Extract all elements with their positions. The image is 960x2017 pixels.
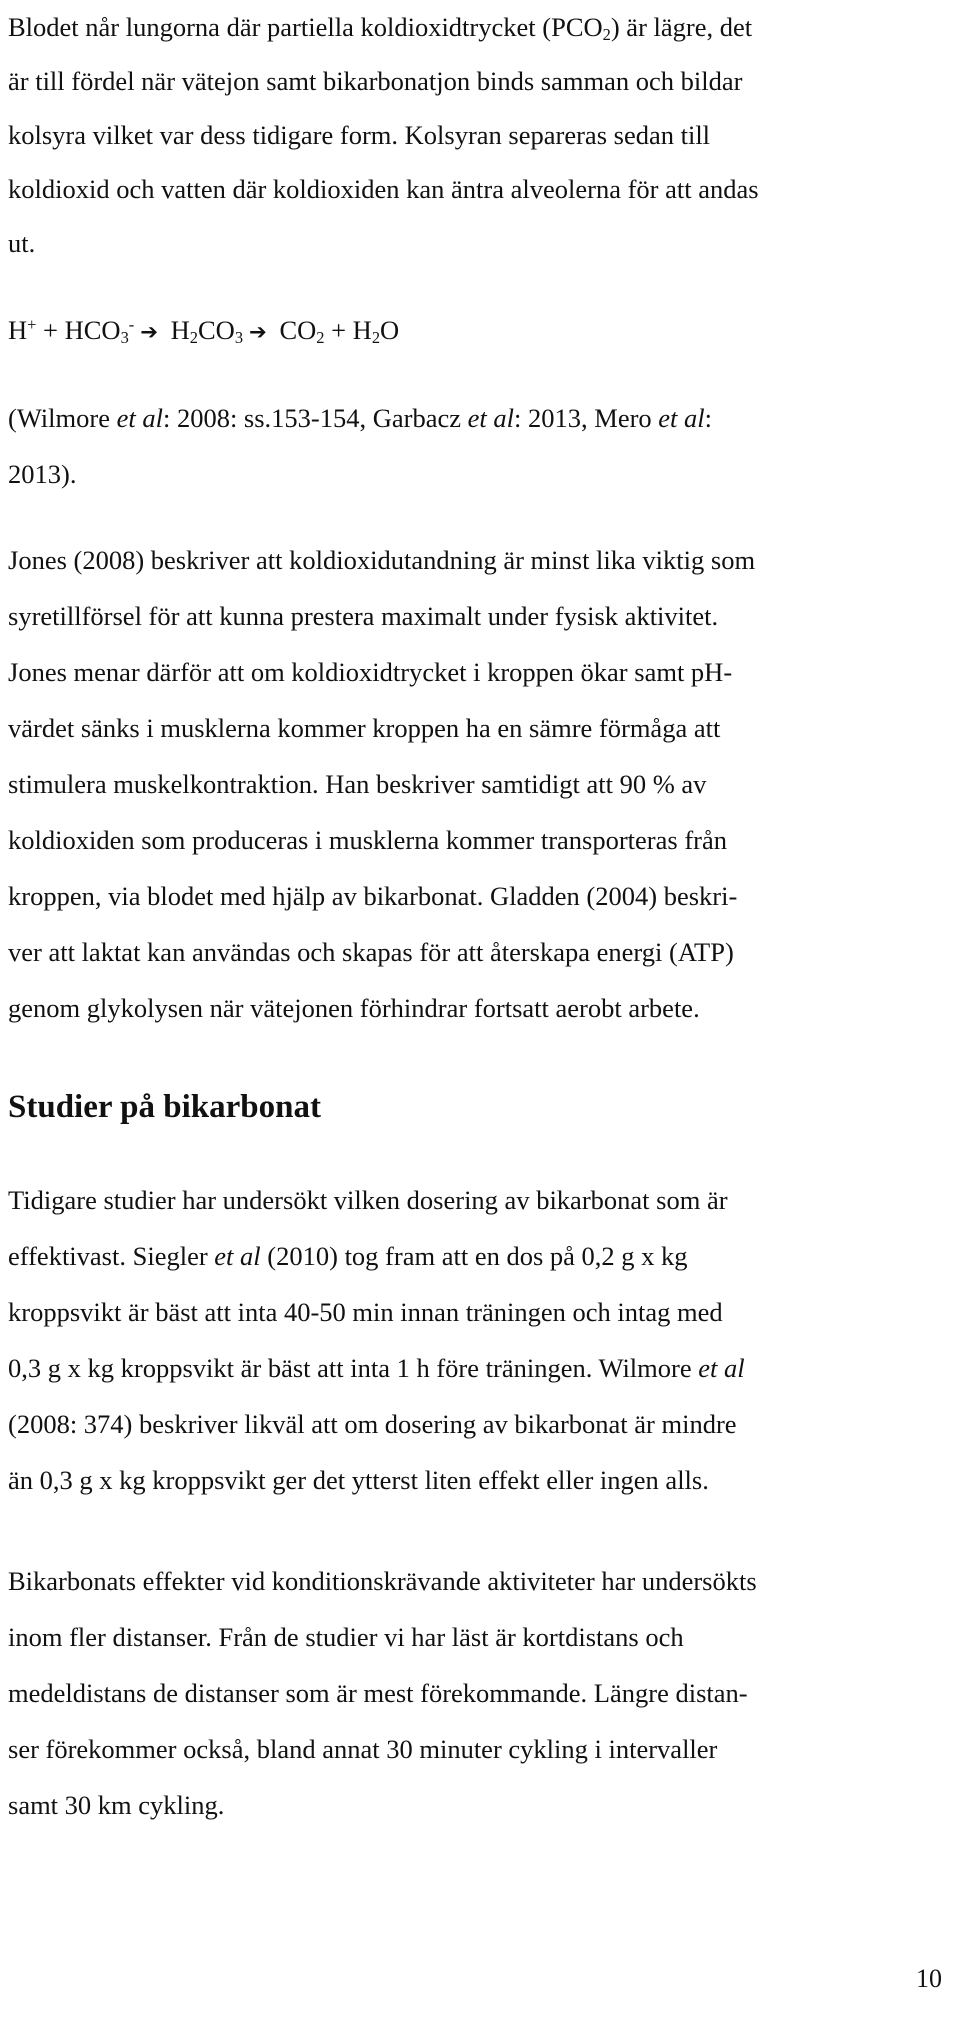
text-line: kolsyra vilket var dess tidigare form. Kolsyran separeras sedan till (8, 120, 711, 150)
text-line: koldioxid och vatten där koldioxiden kan äntra alveolerna för att andas (8, 174, 759, 204)
text-line: (2008: 374) beskriver likväl att om dosering av bikarbonat är mindre (8, 1409, 737, 1439)
text-line: effektivast. Siegler et al (2010) tog fram att en dos på 0,2 g x kg (8, 1241, 688, 1271)
text-line: än 0,3 g x kg kroppsvikt ger det ytterst liten effekt eller ingen alls. (8, 1465, 709, 1495)
citation: (Wilmore et al: 2008: ss.153-154, Garbacz et al: 2013, Mero et al: 2013). (8, 403, 713, 489)
arrow-icon: ➔ (140, 319, 159, 344)
text-line: koldioxiden som produceras i musklerna kommer transporteras från (8, 825, 727, 855)
text-line: Jones menar därför att om koldioxidtrycket i kroppen ökar samt pH- (8, 657, 733, 687)
paragraph-distances (8, 1553, 953, 1833)
text-line: kroppsvikt är bäst att inta 40-50 min innan träningen och intag med (8, 1297, 723, 1327)
text-line: Bikarbonats effekter vid konditionskrävande aktiviteter har undersökts (8, 1566, 757, 1596)
text-line: syretillförsel för att kunna prestera maximalt under fysisk aktivitet. (8, 601, 719, 631)
text-line: kroppen, via blodet med hjälp av bikarbonat. Gladden (2004) beskri- (8, 881, 738, 911)
text-line: genom glykolysen när vätejonen förhindrar fortsatt aerobt arbete. (8, 993, 700, 1023)
text-line: inom fler distanser. Från de studier vi har läst är kortdistans och (8, 1622, 684, 1652)
chemical-equation: $H^+ + HCO_3^-$ ➔ $H_2CO_3$ ➔ $CO_2 + H_2O$ (8, 302, 953, 360)
page-number: 10 (916, 1964, 942, 1993)
paragraph-blood-lungs (8, 0, 953, 270)
paragraph-dosage (8, 1172, 953, 1508)
text-line: medeldistans de distanser som är mest förekommande. Längre distan- (8, 1678, 748, 1708)
text-line: ut. (8, 228, 36, 258)
section-heading: Studier på bikarbonat (8, 1089, 321, 1125)
text-line: 0,3 g x kg kroppsvikt är bäst att inta 1 h före träningen. Wilmore et al (8, 1353, 745, 1383)
text-line: ver att laktat kan användas och skapas för att återskapa energi (ATP) (8, 937, 734, 967)
text-line: Blodet når lungorna där partiella koldioxidtrycket $(PCO_2)$ är lägre, det (8, 12, 753, 45)
text-line: samt 30 km cykling. (8, 1790, 225, 1820)
text-line: stimulera muskelkontraktion. Han beskriver samtidigt att 90 % av (8, 769, 707, 799)
text-line: värdet sänks i musklerna kommer kroppen ha en sämre förmåga att (8, 713, 721, 743)
text-line: är till fördel när vätejon samt bikarbonatjon binds samman och bildar (8, 66, 743, 96)
text-line: Jones (2008) beskriver att koldioxidutandning är minst lika viktig som (8, 545, 756, 575)
text-line: ser förekommer också, bland annat 30 minuter cykling i intervaller (8, 1734, 718, 1764)
arrow-icon: ➔ (249, 319, 267, 344)
text-line: Tidigare studier har undersökt vilken dosering av bikarbonat som är (8, 1185, 728, 1215)
paragraph-jones (8, 532, 953, 1036)
